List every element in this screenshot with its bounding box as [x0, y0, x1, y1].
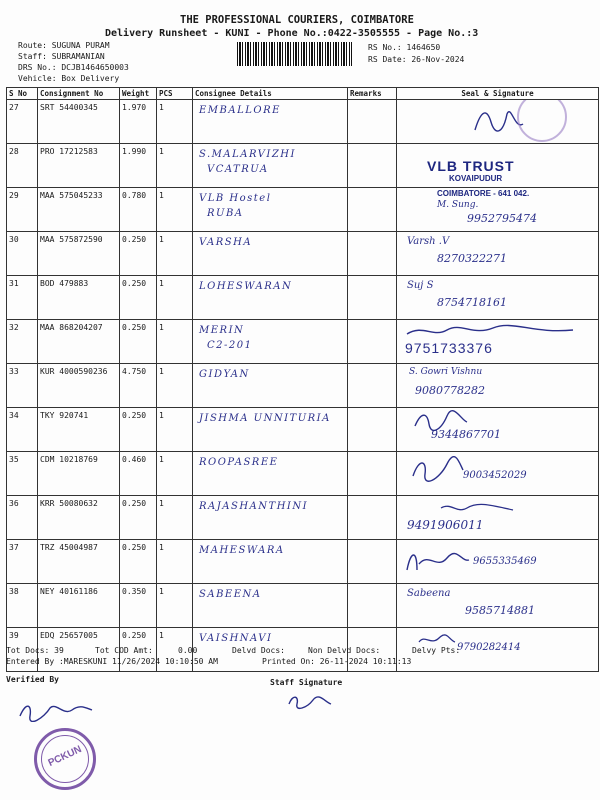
- consignee-name: LOHESWARAN: [199, 281, 293, 292]
- table-row: [7, 584, 599, 628]
- signature-phone: 9751733376: [405, 340, 493, 356]
- consignment-cell: MAA 868204207: [38, 320, 120, 364]
- pckun-seal: [34, 728, 96, 790]
- signature-phone: 8754718161: [437, 296, 507, 309]
- total-docs: Tot Docs: 39: [6, 646, 64, 655]
- table-header-row: [7, 88, 599, 100]
- col-seal-signature: Seal & Signature: [397, 88, 599, 100]
- consignee-cell: [193, 232, 348, 276]
- consignment-cell: KUR 4000590236: [38, 364, 120, 408]
- remarks-cell: [348, 408, 397, 452]
- signature-phone: 9952795474: [467, 212, 537, 225]
- consignment-cell: SRT 54400345: [38, 100, 120, 144]
- table-row: [7, 100, 599, 144]
- signature-name: Sabeena: [407, 588, 451, 599]
- pcs-cell: 1: [157, 540, 193, 584]
- delivered-docs: Delvd Docs:: [232, 646, 285, 655]
- runsheet-subtitle: Delivery Runsheet - KUNI - Phone No.:0422-3505555 - Page No.:3: [105, 28, 479, 39]
- signature-phone: 9790282414: [457, 642, 521, 653]
- consignment-cell: TRZ 45004987: [38, 540, 120, 584]
- pcs-cell: 1: [157, 628, 193, 672]
- stamp-line-1: VLB TRUST: [427, 158, 515, 174]
- printed-on: Printed On: 26-11-2024 10:11:13: [262, 657, 412, 666]
- pcs-cell: 1: [157, 144, 193, 188]
- signature-cell: [397, 540, 599, 584]
- consignment-cell: MAA 575045233: [38, 188, 120, 232]
- weight-cell: 0.250: [120, 408, 157, 452]
- signature-phone: 9003452029: [463, 470, 527, 481]
- remarks-cell: [348, 452, 397, 496]
- consignment-cell: TKY 920741: [38, 408, 120, 452]
- total-cod-label: Tot COD Amt:: [95, 646, 153, 655]
- signature-phone: 9655335469: [473, 556, 537, 567]
- table-row: [7, 364, 599, 408]
- company-title: THE PROFESSIONAL COURIERS, COIMBATORE: [180, 14, 414, 26]
- stamp-line-2: KOVAIPUDUR: [449, 174, 503, 183]
- sno-cell: 35: [7, 452, 38, 496]
- table-row: [7, 408, 599, 452]
- pcs-cell: 1: [157, 496, 193, 540]
- signature-name: Suj S: [407, 280, 434, 291]
- weight-cell: 0.250: [120, 276, 157, 320]
- consignee-detail: C2-201: [207, 340, 253, 351]
- barcode: [237, 42, 352, 66]
- consignment-cell: EDQ 25657005: [38, 628, 120, 672]
- pcs-cell: 1: [157, 408, 193, 452]
- staff-label: Staff: SUBRAMANIAN: [18, 52, 105, 61]
- table-row: [7, 540, 599, 584]
- drs-number: DRS No.: DCJB1464650003: [18, 63, 129, 72]
- consignee-name: MAHESWARA: [199, 545, 285, 556]
- remarks-cell: [348, 232, 397, 276]
- col-consignment: Consignment No: [38, 88, 120, 100]
- signature-cell: [397, 408, 599, 452]
- weight-cell: 0.250: [120, 496, 157, 540]
- sno-cell: 39: [7, 628, 38, 672]
- pcs-cell: 1: [157, 100, 193, 144]
- sno-cell: 32: [7, 320, 38, 364]
- weight-cell: 0.780: [120, 188, 157, 232]
- pcs-cell: 1: [157, 452, 193, 496]
- weight-cell: 1.990: [120, 144, 157, 188]
- table-row: [7, 496, 599, 540]
- consignee-name: GIDYAN: [199, 369, 250, 380]
- consignee-cell: [193, 144, 348, 188]
- table-row: [7, 144, 599, 188]
- delivery-points: Delvy Pts:: [412, 646, 461, 655]
- signature-name: Varsh .V: [407, 236, 450, 247]
- col-pcs: PCS: [157, 88, 193, 100]
- weight-cell: 4.750: [120, 364, 157, 408]
- consignment-cell: KRR 50080632: [38, 496, 120, 540]
- pcs-cell: 1: [157, 584, 193, 628]
- table-row: [7, 320, 599, 364]
- signature-scribble: [437, 500, 517, 516]
- remarks-cell: [348, 496, 397, 540]
- consignment-cell: BOD 479883: [38, 276, 120, 320]
- non-delivered-docs: Non Delvd Docs:: [308, 646, 381, 655]
- signature-scribble: [403, 546, 473, 576]
- col-weight: Weight: [120, 88, 157, 100]
- consignee-cell: [193, 320, 348, 364]
- sno-cell: 34: [7, 408, 38, 452]
- consignee-cell: [193, 408, 348, 452]
- consignee-name: S.MALARVIZHI: [199, 149, 296, 160]
- consignee-detail: RUBA: [207, 208, 244, 219]
- consignee-name: ROOPASREE: [199, 457, 279, 468]
- signature-cell: [397, 276, 599, 320]
- consignee-cell: [193, 452, 348, 496]
- consignee-name: EMBALLORE: [199, 105, 281, 116]
- signature-cell: [397, 144, 599, 188]
- sno-cell: 29: [7, 188, 38, 232]
- seal-text: PCKUN: [46, 744, 84, 769]
- staff-signature-scribble: [285, 692, 335, 710]
- consignee-cell: [193, 364, 348, 408]
- pcs-cell: 1: [157, 320, 193, 364]
- pcs-cell: 1: [157, 232, 193, 276]
- remarks-cell: [348, 584, 397, 628]
- sno-cell: 37: [7, 540, 38, 584]
- sno-cell: 27: [7, 100, 38, 144]
- consignee-detail: VCATRUA: [207, 164, 269, 175]
- remarks-cell: [348, 540, 397, 584]
- pcs-cell: 1: [157, 364, 193, 408]
- signature-cell: [397, 584, 599, 628]
- sno-cell: 28: [7, 144, 38, 188]
- staff-signature-label: Staff Signature: [270, 678, 343, 687]
- weight-cell: 0.250: [120, 628, 157, 672]
- verified-by-label: Verified By: [6, 675, 59, 684]
- table-row: [7, 232, 599, 276]
- consignee-name: RAJASHANTHINI: [199, 501, 309, 512]
- pcs-cell: 1: [157, 276, 193, 320]
- remarks-cell: [348, 364, 397, 408]
- signature-phone: 9491906011: [407, 518, 484, 532]
- consignee-name: JISHMA UNNITURIA: [199, 413, 331, 424]
- rs-number: RS No.: 1464650: [368, 43, 441, 52]
- remarks-cell: [348, 100, 397, 144]
- consignee-cell: [193, 276, 348, 320]
- consignment-cell: MAA 575872590: [38, 232, 120, 276]
- consignee-cell: [193, 496, 348, 540]
- consignment-cell: CDM 10218769: [38, 452, 120, 496]
- vehicle-label: Vehicle: Box Delivery: [18, 74, 120, 83]
- consignee-cell: [193, 188, 348, 232]
- signature-phone: 9344867701: [431, 428, 501, 441]
- weight-cell: 0.350: [120, 584, 157, 628]
- sno-cell: 36: [7, 496, 38, 540]
- weight-cell: 0.250: [120, 232, 157, 276]
- remarks-cell: [348, 144, 397, 188]
- weight-cell: 1.970: [120, 100, 157, 144]
- remarks-cell: [348, 188, 397, 232]
- table-row: [7, 188, 599, 232]
- signature-cell: [397, 232, 599, 276]
- signature-cell: [397, 100, 599, 144]
- signature-phone: 8270322271: [437, 252, 507, 265]
- signature-cell: [397, 452, 599, 496]
- signature-name: S. Gowri Vishnu: [409, 367, 483, 377]
- signature-phone: 9585714881: [465, 604, 535, 617]
- col-remarks: Remarks: [348, 88, 397, 100]
- consignee-cell: [193, 584, 348, 628]
- signature-cell: [397, 496, 599, 540]
- weight-cell: 0.250: [120, 320, 157, 364]
- signature-cell: [397, 320, 599, 364]
- consignee-name: VLB Hostel: [199, 193, 272, 204]
- consignee-name: VARSHA: [199, 237, 253, 248]
- sno-cell: 33: [7, 364, 38, 408]
- consignment-cell: NEY 40161186: [38, 584, 120, 628]
- consignment-cell: PRO 17212583: [38, 144, 120, 188]
- consignee-cell: [193, 100, 348, 144]
- consignee-name: MERIN: [199, 325, 245, 336]
- verifier-signature: [16, 698, 96, 722]
- weight-cell: 0.460: [120, 452, 157, 496]
- sno-cell: 30: [7, 232, 38, 276]
- rs-date: RS Date: 26-Nov-2024: [368, 55, 465, 64]
- signature-name: M. Sung.: [437, 200, 479, 210]
- col-sno: S No: [7, 88, 38, 100]
- signature-scribble: [407, 456, 467, 486]
- weight-cell: 0.250: [120, 540, 157, 584]
- signature-cell: [397, 364, 599, 408]
- signature-scribble: [403, 322, 583, 340]
- sno-cell: 31: [7, 276, 38, 320]
- remarks-cell: [348, 320, 397, 364]
- consignee-cell: [193, 540, 348, 584]
- runsheet-table: [6, 87, 599, 672]
- table-row: [7, 276, 599, 320]
- sno-cell: 38: [7, 584, 38, 628]
- route-label: Route: SUGUNA PURAM: [18, 41, 110, 50]
- total-cod-value: 0.00: [178, 646, 198, 655]
- pcs-cell: 1: [157, 188, 193, 232]
- signature-cell: [397, 188, 599, 232]
- consignee-name: SABEENA: [199, 589, 262, 600]
- remarks-cell: [348, 276, 397, 320]
- entered-by: Entered By :MARESKUNI 11/26/2024 10:10:50 AM: [6, 657, 218, 666]
- stamp-line-3: COIMBATORE - 641 042.: [437, 189, 530, 198]
- table-row: [7, 452, 599, 496]
- signature-phone: 9080778282: [415, 384, 485, 397]
- consignee-name: VAISHNAVI: [199, 633, 273, 644]
- col-consignee: Consignee Details: [193, 88, 348, 100]
